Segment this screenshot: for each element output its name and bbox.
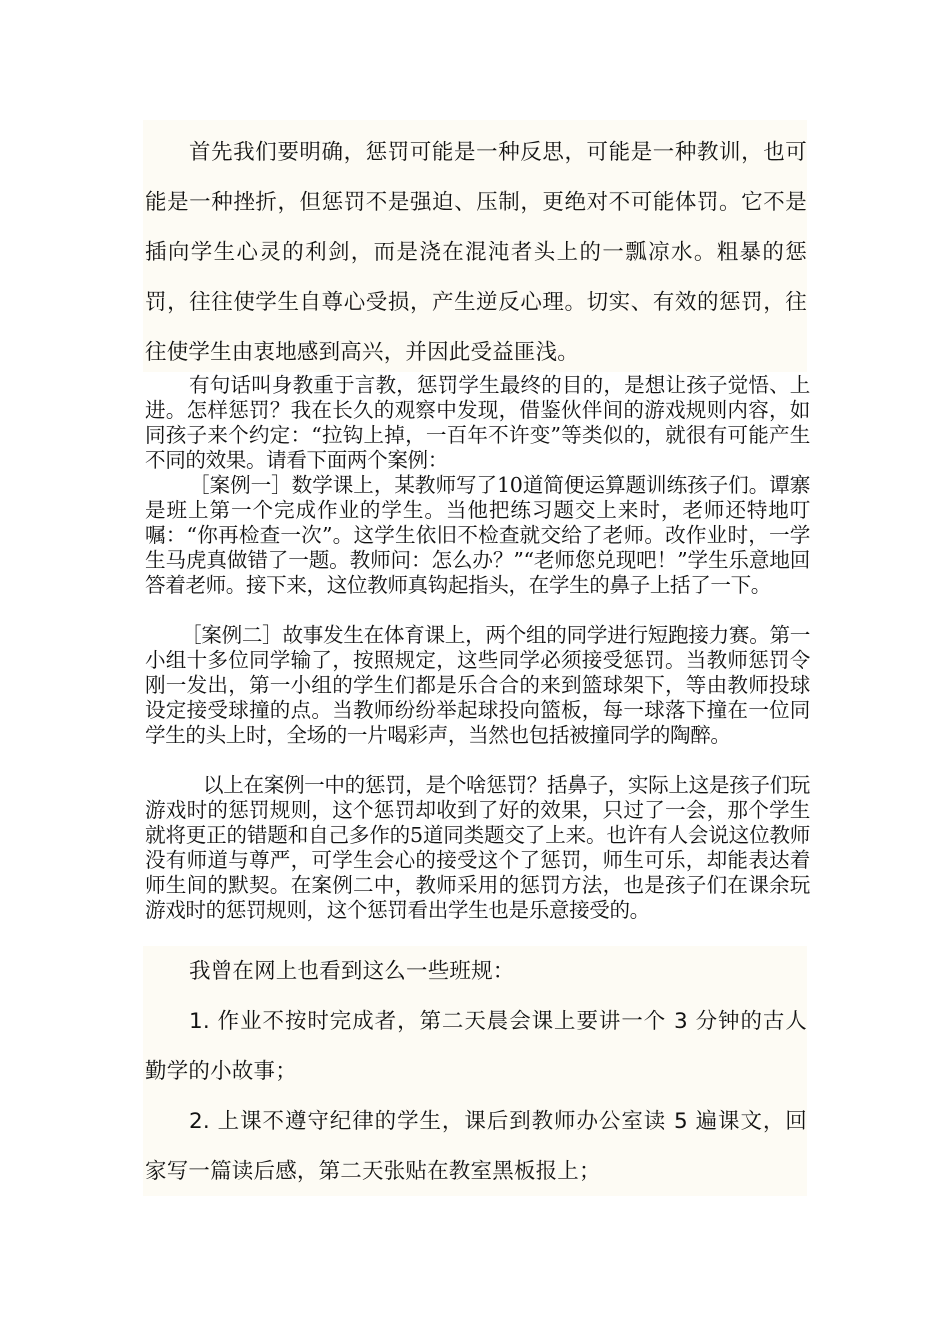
paragraph-intro-cases: 有句话叫身教重于言教，惩罚学生最终的目的，是想让孩子觉悟、上进。怎样惩罚？我在长久的观察中发现，借鉴伙伴间的游戏规则内容，如同孩子来个约定：“拉钩上掉，一百年不许变”等类似的，就很有可能产生不同的效果。请看下面两个案例： <box>145 373 810 472</box>
paragraph-punishment-definition: 首先我们要明确，惩罚可能是一种反思，可能是一种教训，也可能是一种挫折，但惩罚不是强迫、压制，更绝对不可能体罚。它不是插向学生心灵的利剑，而是浇在混沌者头上的一瓢凉水。粗暴的惩罚，往往使学生自尊心受损，产生逆反心理。切实、有效的惩罚，往往使学生由衷地感到高兴，并因此受益匪浅。 <box>145 140 807 365</box>
paragraph-case-one: ［案例一］数学课上，某教师写了10道简便运算题训练孩子们。谭寨是班上第一个完成作业的学生。当他把练习题交上来时，老师还特地叮嘱：“你再检查一次”。这学生依旧不检查就交给了老师。改作业时，一学生马虎真做错了一题。教师问：怎么办？”“老师您兑现吧！”学生乐意地回答着老师。接下来，这位教师真钩起指头，在学生的鼻子上括了一下。 <box>145 473 810 597</box>
paragraph-case-two: ［案例二］故事发生在体育课上，两个组的同学进行短跑接力赛。第一小组十多位同学输了，按照规定，这些同学必须接受惩罚。当教师惩罚令刚一发出，第一小组的学生们都是乐合合的来到篮球架下，等由教师投球设定接受球撞的点。当教师纷纷举起球投向篮板，每一球落下撞在一位同学生的头上时，全场的一片喝彩声，当然也包括被撞同学的陶醉。 <box>145 623 810 747</box>
paragraph-class-rules-intro: 我曾在网上也看到这么一些班规： <box>189 959 515 984</box>
rule-item-1: 1. 作业不按时完成者，第二天晨会课上要讲一个 3 分钟的古人勤学的小故事； <box>145 1009 807 1084</box>
paragraph-case-analysis: 以上在案例一中的惩罚，是个啥惩罚？括鼻子，实际上这是孩子们玩游戏时的惩罚规则，这个惩罚却收到了好的效果，只过了一会，那个学生就将更正的错题和自己多作的5道同类题交了上来。也许有人会说这位教师没有师道与尊严，可学生会心的接受这个了惩罚，师生可乐，却能表达着师生间的默契。在案例二中，教师采用的惩罚方法，也是孩子们在课余玩游戏时的惩罚规则，这个惩罚看出学生也是乐意接受的。 <box>145 773 810 922</box>
rule-item-2: 2. 上课不遵守纪律的学生，课后到教师办公室读 5 遍课文，回家写一篇读后感，第二天张贴在教室黑板报上； <box>145 1109 807 1184</box>
